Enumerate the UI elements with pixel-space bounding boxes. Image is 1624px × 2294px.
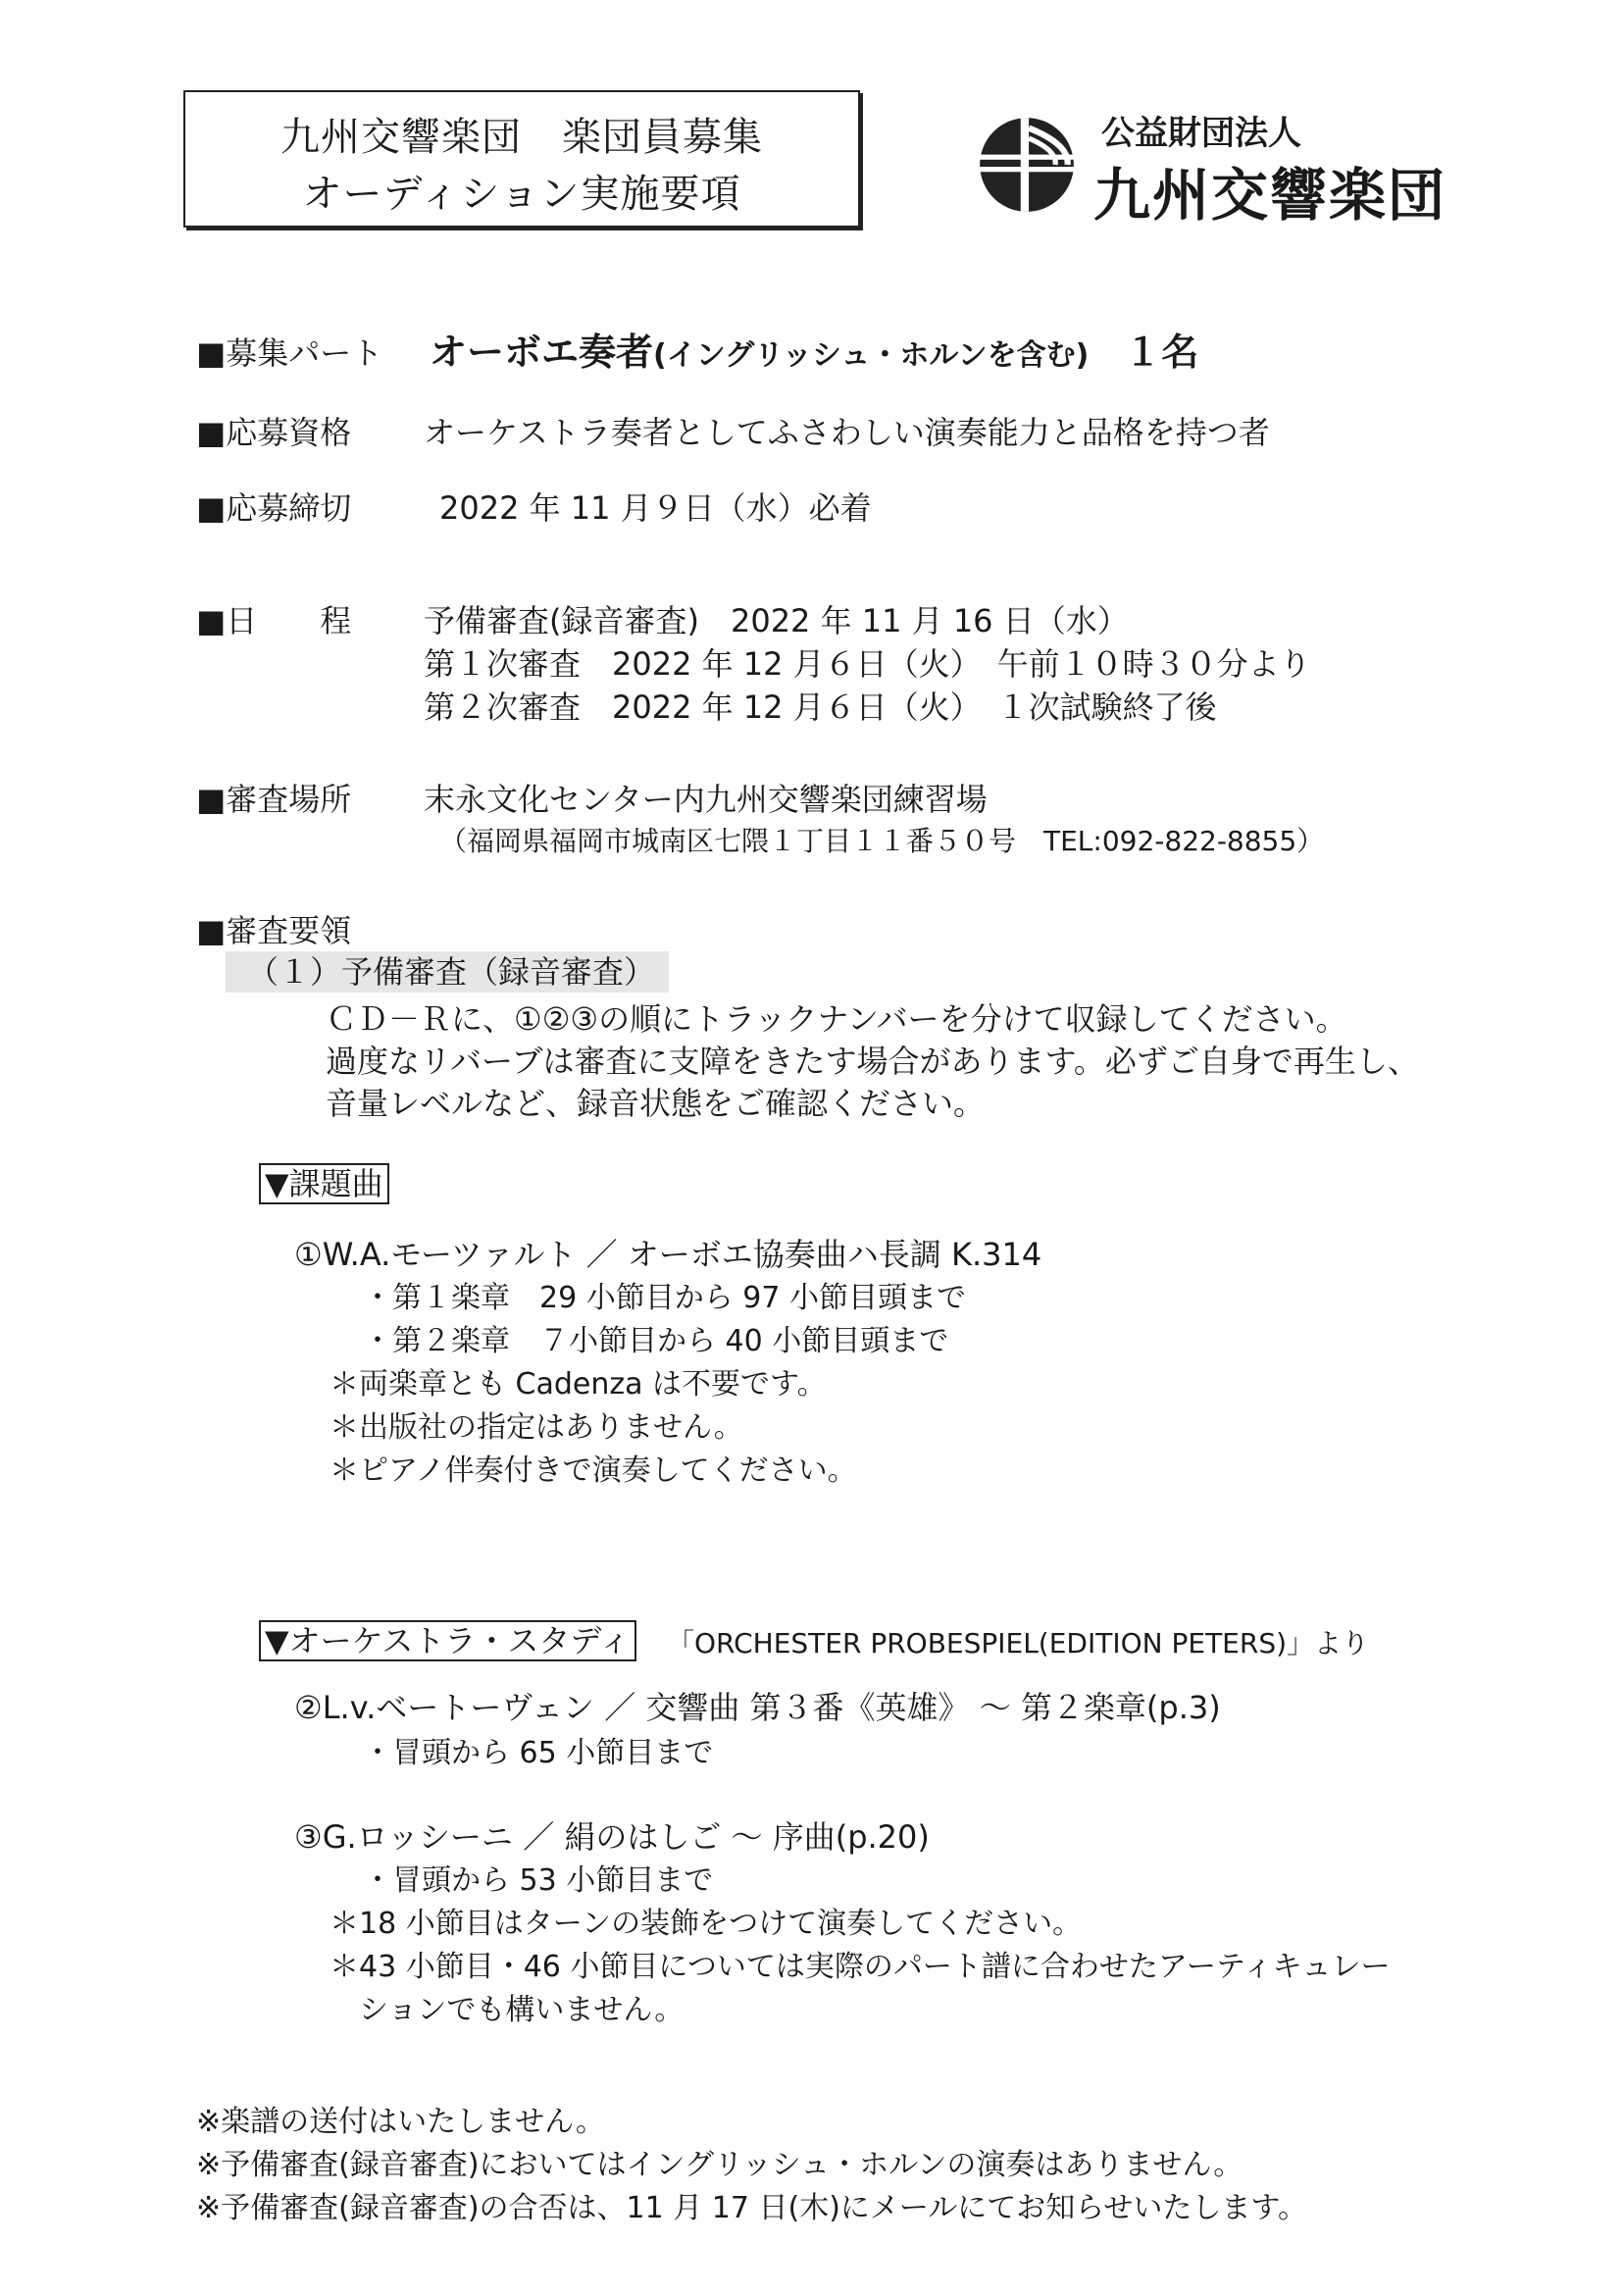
piece2-line-1: ・冒頭から 65 小節目まで <box>363 1736 714 1770</box>
piece2-title: ②L.v.ベートーヴェン ／ 交響曲 第３番《英雄》 ～ 第２楽章(p.3) <box>294 1689 1221 1726</box>
piece1-line-5: ＊ピアノ伴奏付きで演奏してください。 <box>330 1453 857 1488</box>
pieces-label-box: ▼課題曲 <box>259 1163 389 1204</box>
section1-line-1: ＣＤ－Ｒに、①②③の順にトラックナンバーを分けて収録してください。 <box>326 1000 1347 1038</box>
pieces-label <box>259 1159 389 1204</box>
section1-line-2: 過度なリバーブは審査に支障をきたす場合があります。必ずご自身で再生し、 <box>326 1043 1419 1080</box>
venue-value: 末永文化センター内九州交響楽団練習場 <box>424 781 988 818</box>
note-1: ※楽譜の送付はいたしません。 <box>196 2105 605 2139</box>
piece3-line-1: ・冒頭から 53 小節目まで <box>363 1863 714 1898</box>
part-label: ■募集パート <box>196 334 383 372</box>
piece3-title: ③G.ロッシーニ ／ 絹のはしご ～ 序曲(p.20) <box>294 1818 930 1856</box>
logo <box>976 110 1466 229</box>
schedule-row-2: 第１次審査 2022 年 12 月６日（火） 午前１０時３０分より <box>424 645 1311 683</box>
section1-title <box>226 947 669 993</box>
venue-label: ■審査場所 <box>196 781 352 818</box>
piece3-line-4: ションでも構いません。 <box>359 1993 685 2027</box>
piece1-line-3: ＊両楽章とも Cadenza は不要です。 <box>330 1367 827 1402</box>
piece3-line-3: ＊43 小節目・46 小節目については実際のパート譜に合わせたアーティキュレー <box>330 1950 1391 1984</box>
part-count: １名 <box>1124 331 1199 374</box>
procedure-label: ■審査要領 <box>196 912 352 949</box>
note-3: ※予備審査(録音審査)の合否は、11 月 17 日(木)にメールにてお知らせいたします。 <box>196 2191 1308 2225</box>
deadline-label: ■応募締切 <box>196 489 352 527</box>
part-value <box>430 322 1198 376</box>
deadline-value: 2022 年 11 月９日（水）必着 <box>439 489 872 527</box>
piece1-line-4: ＊出版社の指定はありません。 <box>330 1410 743 1445</box>
schedule-row-1: 予備審査(録音審査) 2022 年 11 月 16 日（水） <box>424 602 1129 639</box>
part-main: オーボエ奏者 <box>430 331 654 374</box>
qualification-label: ■応募資格 <box>196 414 352 451</box>
qualification-value: オーケストラ奏者としてふさわしい演奏能力と品格を持つ者 <box>424 414 1270 451</box>
part-paren: (イングリッシュ・ホルンを含む) <box>653 338 1090 373</box>
section1-title-text: （１）予備審査（録音審査） <box>226 951 669 993</box>
note-2: ※予備審査(録音審査)においてはイングリッシュ・ホルンの演奏はありません。 <box>196 2148 1243 2182</box>
studies-label-box: ▼オーケストラ・スタディ <box>259 1620 636 1661</box>
logo-subtitle: 公益財団法人 <box>1101 114 1301 153</box>
title-line-2: オーディション実施要項 <box>302 172 741 217</box>
piece3-line-2: ＊18 小節目はターンの装飾をつけて演奏してください。 <box>330 1907 1083 1941</box>
piece1-title: ①W.A.モーツァルト ／ オーボエ協奏曲ハ長調 K.314 <box>294 1236 1042 1273</box>
piece1-line-2: ・第２楽章 ７小節目から 40 小節目頭まで <box>363 1324 949 1358</box>
schedule-label: ■日 程 <box>196 602 352 639</box>
section1-line-3: 音量レベルなど、録音状態をご確認ください。 <box>326 1085 986 1122</box>
studies-source: 「ORCHESTER PROBESPIEL(EDITION PETERS)」より <box>667 1627 1370 1659</box>
title-line-1: 九州交響楽団 楽団員募集 <box>280 115 763 160</box>
venue-address: （福岡県福岡市城南区七隈１丁目１１番５０号 TEL:092-822-8855） <box>439 825 1325 857</box>
orchestra-logo-icon <box>976 114 1078 216</box>
piece1-line-1: ・第１楽章 29 小節目から 97 小節目頭まで <box>363 1281 966 1315</box>
title-box <box>183 90 860 228</box>
schedule-row-3: 第２次審査 2022 年 12 月６日（火） １次試験終了後 <box>424 688 1217 726</box>
logo-name: 九州交響楽団 <box>1093 162 1447 229</box>
studies-label <box>259 1616 636 1661</box>
